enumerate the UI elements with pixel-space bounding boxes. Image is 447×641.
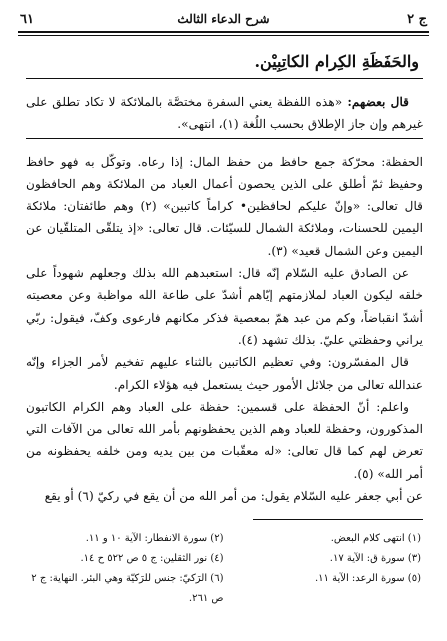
footnote-row	[26, 529, 421, 549]
paragraph-separator	[26, 138, 423, 145]
footnote-3: (٣) سورة ق: الآية ١٧.	[329, 553, 421, 564]
footnotes	[26, 529, 421, 609]
paragraph-5: واعلم: أنّ الحفظة على قسمين: حفظة على العباد وهم الكرام الكاتبون المذكورون، وحفظة للعباد وهم الذين يحفظونهم بأمر الله تعالى من الآفات التي تعرض لهم كما قال تعالى: «له معقّبات من بين يديه ومن خلفه يحفظونه من أمر الله» (٥).	[26, 399, 423, 481]
footnote-6: (٦) الرَكيّ: جنس للرَكيّة وهي البئر. النهاية: ج ٢ ص ٢٦١.	[31, 573, 224, 604]
footnote-2: (٢) سورة الانفطار: الآية ١٠ و ١١.	[85, 533, 224, 544]
section-title: والحَفَظَةِ الكِرام الكاتِبِيْن.	[254, 52, 419, 71]
page-header	[20, 8, 427, 30]
paragraph-1-text: «هذه اللفظة يعني السفرة مختصَّة بالملائكة لا تكاد تطلق على غيرهم وإن جاز الإطلاق بحسب اللُغة (١)، انتهى».	[26, 95, 423, 132]
body-text	[26, 82, 423, 507]
volume-label: ج ٢	[407, 11, 427, 27]
footnote-5: (٥) سورة الرعد: الآية ١١.	[314, 573, 421, 584]
running-title: شرح الدعاء الثالث	[177, 12, 270, 26]
paragraph-2: الحفظة: محرّكة جمع حافظ من حفظ المال: إذا رعاه. وتوكّل به فهو حافظ وحفيظ ثمّ أطلق على الذين يحصون أعمال العباد من الملائكة وهم الحافظون قال تعالى: «وإنّ عليكم لحافظين• كراماً كاتبين» (٢) وهم طائفتان: ملائكة اليمين للحسنات، وملائكة الشمال للسيّئات. قال تعالى: «إذ يتلقّى المتلقّيان عن اليمين وعن الشمال قعيد» (٣).	[26, 154, 423, 258]
paragraph-4: قال المفسّرون: وفي تعظيم الكاتبين بالثناء عليهم تفخيم لأمر الجزاء وإنّه عندالله تعالى من جلائل الأمور حيث يستعمل فيه هؤلاء الكرام.	[26, 355, 423, 392]
paragraph-6: عن أبي جعفر عليه السّلام يقول: من أمر الله من أن يقع في ركيّ (٦) أو يقع	[44, 489, 423, 504]
footnote-row	[26, 549, 421, 569]
header-rule-thick	[18, 31, 429, 33]
footnote-row	[26, 569, 421, 609]
footnote-4: (٤) نور الثقلين: ج ٥ ص ٥٢٢ ح ١٤.	[80, 553, 224, 564]
paragraph-1	[26, 91, 423, 136]
header-rule-thin	[18, 35, 429, 36]
paragraph-3: عن الصادق عليه السّلام إنّه قال: استعبدهم الله بذلك وجعلهم شهوداً على خلقه ليكون العباد لملازمتهم إيّاهم أشدّ على طاعة الله مواظبة وعن معصيته أشدّ انقباضاً، وكم من عبد همّ بمعصية فذكر مكانهم فارعوى وكفّ، فيقول: ربّي يراني وحفظتي عليّ. بذلك تشهد (٤).	[26, 266, 423, 347]
section-separator	[26, 78, 423, 85]
paragraph-1-lead: قال بعضهم:	[342, 95, 409, 109]
page-number: ٦١	[20, 11, 34, 27]
footnote-rule	[253, 519, 423, 520]
footnote-1: (١) انتهى كلام البعض.	[330, 533, 421, 544]
